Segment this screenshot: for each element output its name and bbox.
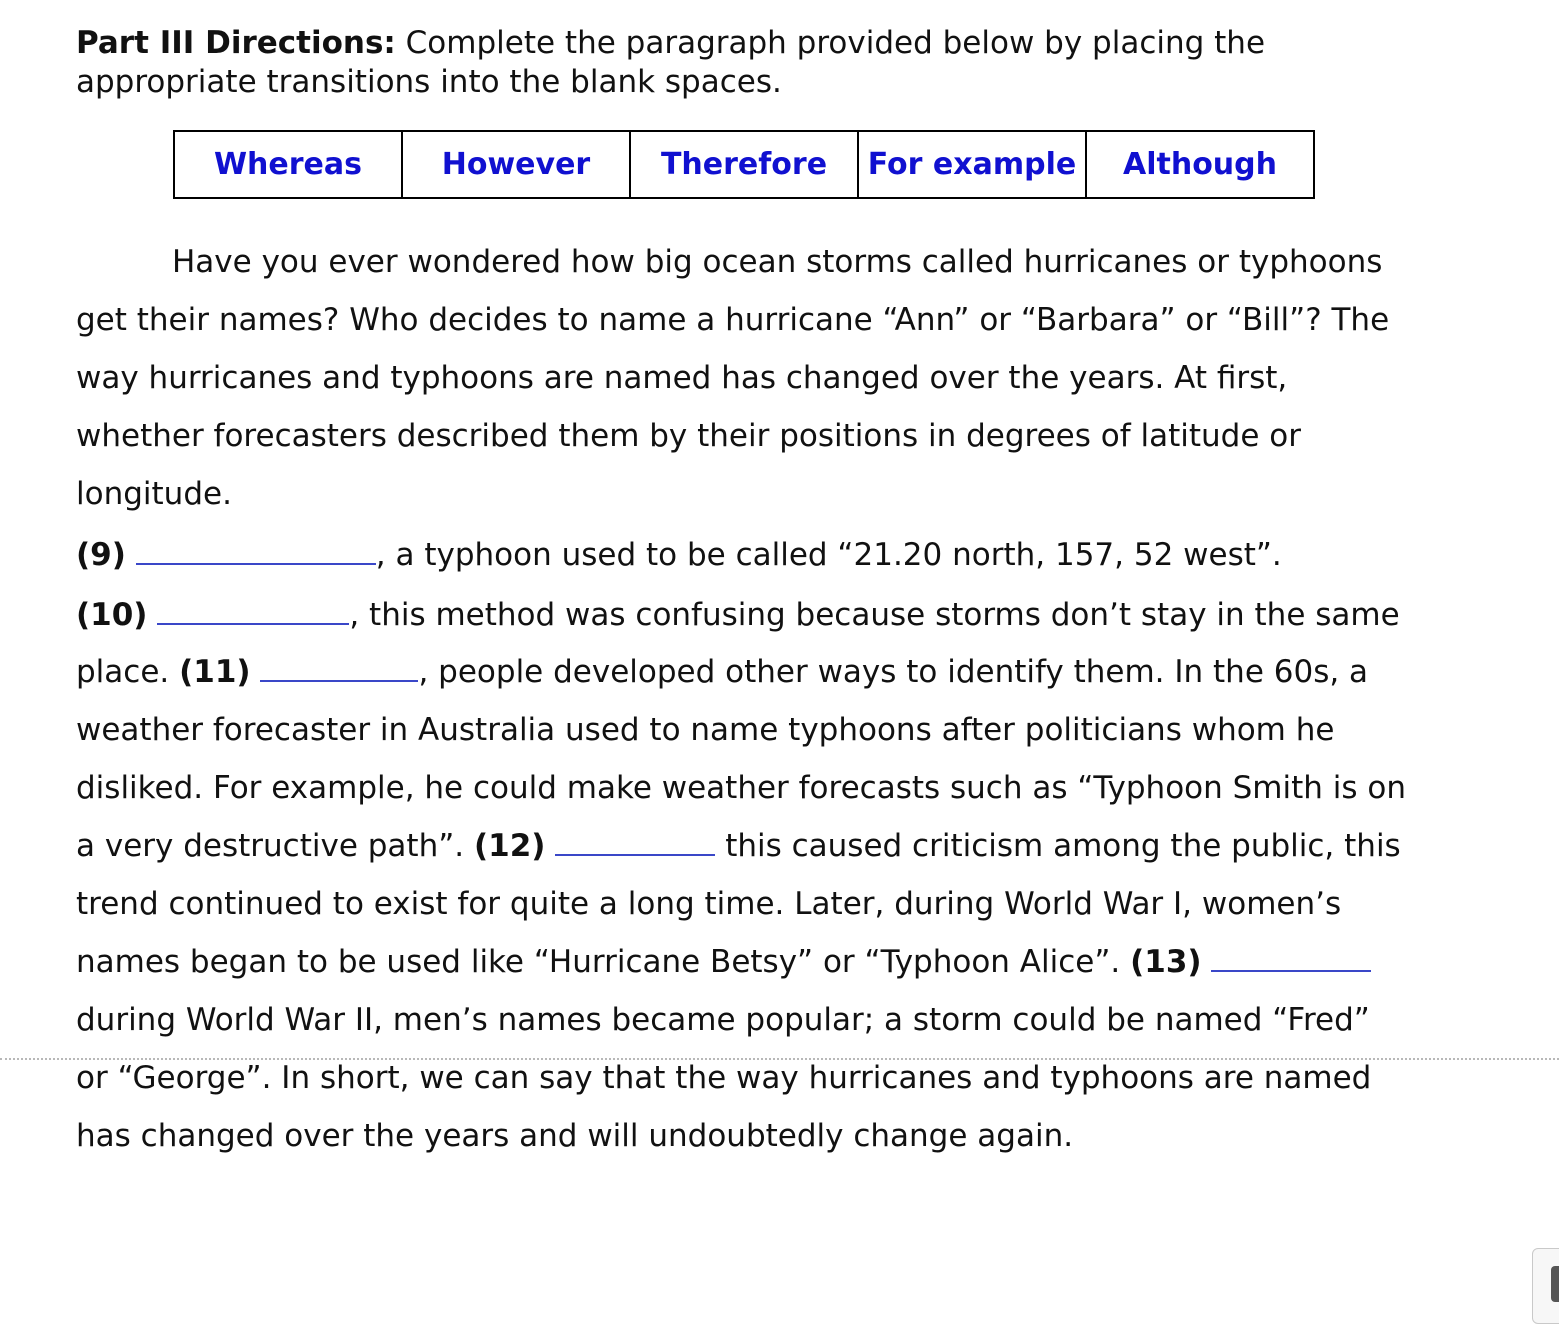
panel-handle-icon (1551, 1266, 1559, 1302)
directions-label: Part III Directions: (76, 25, 396, 61)
paragraph-line (76, 886, 1406, 922)
word-bank-item: Although (1086, 131, 1314, 198)
paragraph-text: place. (76, 654, 180, 690)
paragraph-line (76, 476, 1406, 512)
paragraph-text: whether forecasters described them by their positions in degrees of latitude or (76, 418, 1301, 454)
paragraph-text: trend continued to exist for quite a long time. Later, during World War I, women’s (76, 886, 1342, 922)
paragraph-text: , a typhoon used to be called “21.20 north, 157, 52 west”. (375, 537, 1282, 573)
directions-text-2: appropriate transitions into the blank spaces. (76, 64, 782, 100)
question-10-line (76, 597, 1406, 633)
paragraph-text: , this method was confusing because storms don’t stay in the same (349, 597, 1400, 633)
answer-blank-11[interactable] (260, 654, 418, 682)
paragraph-line (76, 712, 1406, 748)
question-number: (11) (179, 654, 251, 690)
paragraph-line (76, 1060, 1406, 1096)
answer-blank-9[interactable] (136, 537, 376, 565)
paragraph-text: names began to be used like “Hurricane Betsy” or “Typhoon Alice”. (76, 944, 1131, 980)
word-bank (173, 130, 1315, 199)
paragraph-text: during World War II, men’s names became popular; a storm could be named “Fred” (76, 1002, 1370, 1038)
question-13-line (76, 944, 1406, 980)
word-bank-item: For example (858, 131, 1086, 198)
question-9-line (76, 537, 1406, 573)
paragraph-text: weather forecaster in Australia used to name typhoons after politicians whom he (76, 712, 1335, 748)
directions-text: Complete the paragraph provided below by placing the (395, 25, 1266, 61)
question-number: (12) (474, 828, 546, 864)
paragraph-text: this caused criticism among the public, this (715, 828, 1401, 864)
paragraph-line (76, 302, 1406, 338)
question-number: (10) (76, 597, 148, 633)
paragraph-line (76, 418, 1406, 454)
directions (76, 24, 1376, 102)
paragraph-line (172, 244, 1502, 280)
word-bank-item: Whereas (174, 131, 402, 198)
paragraph-text: Have you ever wondered how big ocean storms called hurricanes or typhoons (172, 244, 1383, 280)
word-bank-item: Therefore (630, 131, 858, 198)
paragraph-line (76, 1002, 1406, 1038)
question-number: (9) (76, 537, 126, 573)
answer-blank-10[interactable] (157, 597, 349, 625)
paragraph-text: has changed over the years and will undoubtedly change again. (76, 1118, 1074, 1154)
word-bank-item: However (402, 131, 630, 198)
paragraph-text: or “George”. In short, we can say that the way hurricanes and typhoons are named (76, 1060, 1372, 1096)
paragraph-line (76, 770, 1406, 806)
paragraph-line (76, 360, 1406, 396)
answer-blank-12[interactable] (555, 828, 715, 856)
answer-blank-13[interactable] (1211, 944, 1371, 972)
side-panel-toggle[interactable] (1532, 1248, 1559, 1324)
paragraph-text: , people developed other ways to identify them. In the 60s, a (418, 654, 1369, 690)
paragraph-text: longitude. (76, 476, 232, 512)
question-number: (13) (1130, 944, 1202, 980)
question-11-line (76, 654, 1406, 690)
paragraph-text: disliked. For example, he could make weather forecasts such as “Typhoon Smith is on (76, 770, 1407, 806)
question-12-line (76, 828, 1406, 864)
paragraph-text: get their names? Who decides to name a hurricane “Ann” or “Barbara” or “Bill”? The (76, 302, 1390, 338)
paragraph-text: way hurricanes and typhoons are named has changed over the years. At first, (76, 360, 1288, 396)
paragraph-text: a very destructive path”. (76, 828, 474, 864)
paragraph-line (76, 1118, 1406, 1154)
